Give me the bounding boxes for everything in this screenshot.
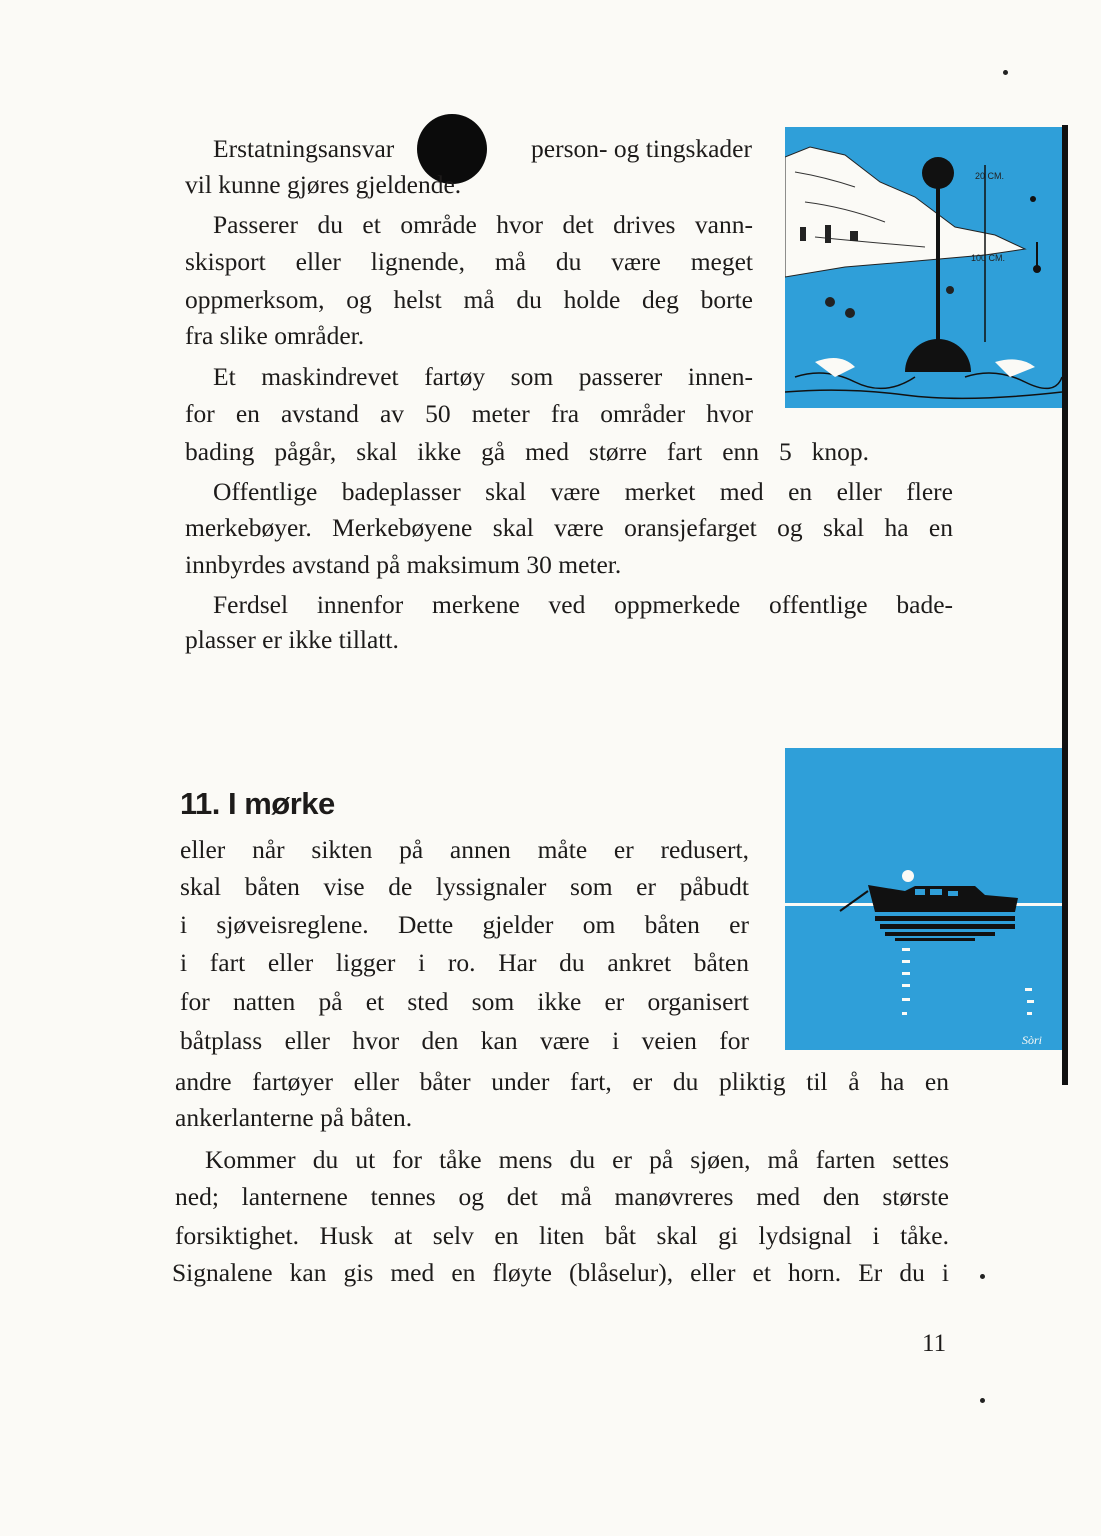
text-line: ned; lanternene tennes og det må manøvreres med den største [175,1182,949,1211]
night-boat-illustration [785,748,1062,1050]
text-line: for en avstand av 50 meter fra områder hvor [185,399,753,428]
text-line: innbyrdes avstand på maksimum 30 meter. [185,550,622,579]
text-line: skisport eller lignende, må du være meget [185,247,753,276]
scan-mark [980,1274,985,1279]
text-line: forsiktighet. Husk at selv en liten båt skal gi lydsignal i tåke. [175,1221,949,1250]
text-line: Passerer du et område hvor det drives vann- [213,210,753,239]
text-line: Erstatningsansvar [213,134,395,163]
section-heading: 11. I mørke [180,786,335,821]
text-line: andre fartøyer eller båter under fart, er du pliktig til å ha en [175,1067,949,1096]
text-line: ankerlanterne på båten. [175,1103,413,1132]
dimension-label-20cm: 20 CM. [975,171,1005,181]
text-line: Offentlige badeplasser skal være merket med en eller flere [213,477,953,506]
text-line: bading pågår, skal ikke gå med større fart enn 5 knop. [185,437,869,466]
text-line: vil kunne gjøres gjeldende. [185,170,462,199]
buoy-illustration [785,127,1062,408]
text-line: merkebøyer. Merkebøyene skal være oransjefarget og skal ha en [185,513,953,542]
page-number: 11 [922,1330,947,1357]
text-line: person- og tingskader [531,134,752,163]
text-line: plasser er ikke tillatt. [185,625,399,654]
text-line: skal båten vise de lyssignaler som er påbudt [180,872,749,901]
dimension-label-100cm: 100 CM. [971,253,1006,263]
scan-mark [1003,70,1008,75]
page-binding-edge [1062,125,1068,1085]
text-line: Signalene kan gis med en fløyte (blåselur), eller et horn. Er du i [172,1258,949,1287]
text-line: i fart eller ligger i ro. Har du ankret båten [180,948,749,977]
text-line: eller når sikten på annen måte er redusert, [180,835,749,864]
text-line: oppmerksom, og helst må du holde deg borte [185,285,753,314]
text-line: Et maskindrevet fartøy som passerer innen- [213,362,753,391]
text-line: båtplass eller hvor den kan være i veien for [180,1026,749,1055]
text-line: for natten på et sted som ikke er organisert [180,987,749,1016]
text-line: i sjøveisreglene. Dette gjelder om båten er [180,910,749,939]
text-line: Kommer du ut for tåke mens du er på sjøen, må farten settes [205,1145,949,1174]
scan-mark [980,1398,985,1403]
artist-signature: Sòri [1022,1033,1043,1047]
text-line: Ferdsel innenfor merkene ved oppmerkede offentlige bade- [213,590,953,619]
text-line: fra slike områder. [185,321,365,350]
